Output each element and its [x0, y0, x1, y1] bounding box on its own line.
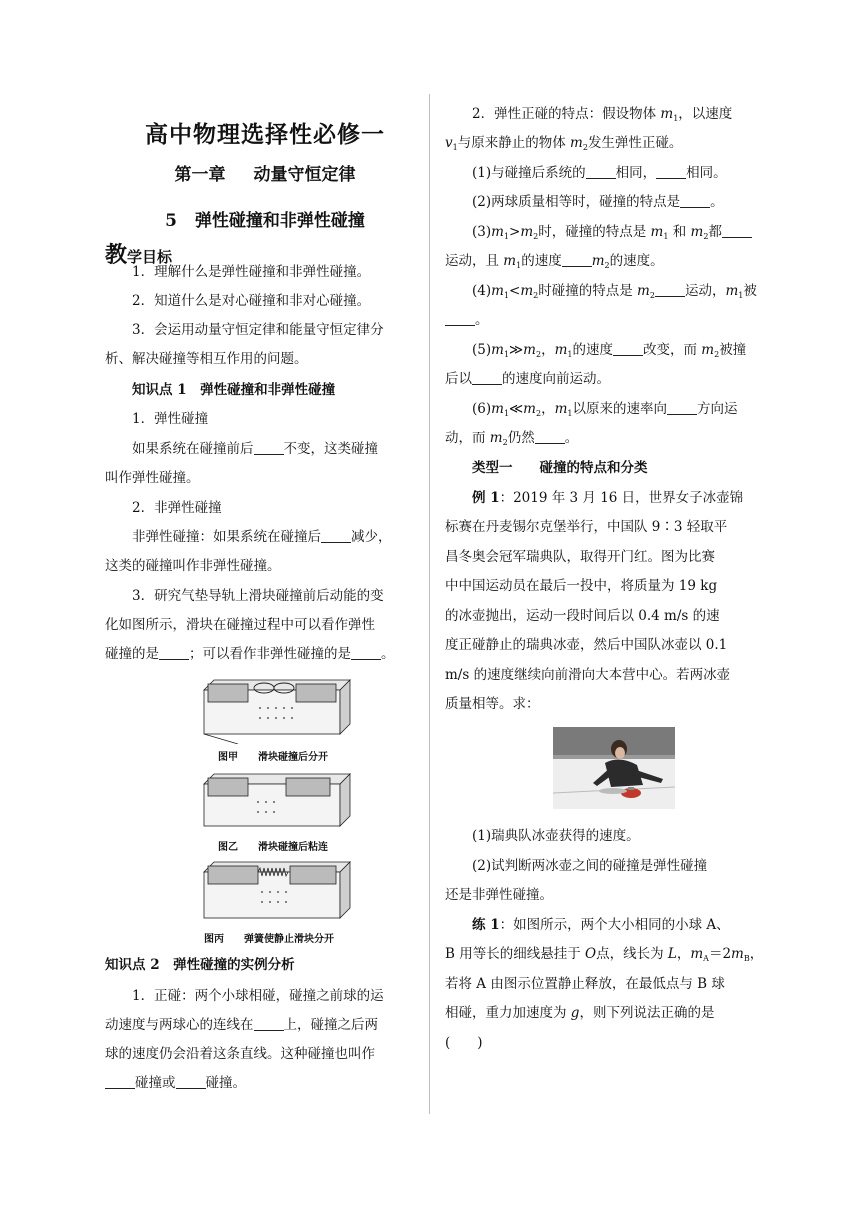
blank [472, 370, 502, 385]
blank [680, 193, 710, 208]
figure-c-caption: 图丙 弹簧使静止滑块分开 [204, 934, 334, 945]
blank [562, 252, 592, 267]
blank [351, 645, 381, 660]
example1-question-1: (1)瑞典队冰壶获得的速度。 [472, 828, 640, 844]
example1-line-5: 的冰壶抛出，运动一段时间后以 0.4 m/s 的速 [445, 608, 720, 624]
head-on-line-3: 球的速度仍会沿着这条直线。这种碰撞也叫作 [105, 1046, 375, 1062]
figure-a-caption: 图甲 滑块碰撞后分开 [218, 752, 328, 763]
page-title: 高中物理选择性必修一 [145, 121, 385, 148]
features-line-1: 2．弹性正碰的特点：假设物体 $m_1$，以速度 [472, 106, 733, 123]
head-on-line-4: 碰撞或 碰撞。 [105, 1069, 246, 1098]
practice1-line-4: 相碰，重力加速度为 g，则下列说法正确的是 [445, 1005, 715, 1021]
section-title: 5 弹性碰撞和非弹性碰撞 [165, 211, 365, 231]
column-divider [429, 94, 430, 1114]
blank [667, 400, 697, 415]
feature-item-3-cont: 运动，且 $m_1$的速度 $m_2$的速度。 [445, 253, 664, 270]
blank [159, 645, 189, 660]
head-on-line-1: 1．正碰：两个小球相碰，碰撞之前球的运 [132, 988, 384, 1004]
feature-item-6: $(6)m_1≪m_2$，$m_1$以原来的速率向 方向运 [472, 401, 738, 418]
feature-item-6-cont: 动，而 $m_2$仍然 。 [445, 430, 579, 447]
goal-3-cont: 析、解决碰撞等相互作用的问题。 [105, 351, 308, 367]
figure-b-caption: 图乙 滑块碰撞后粘连 [218, 842, 328, 853]
blank [722, 223, 752, 238]
goal-3: 3．会运用动量守恒定律和能量守恒定律分 [132, 322, 384, 338]
example1-line-7: m/s 的速度继续向前滑向大本营中心。若两冰壶 [445, 667, 731, 683]
chapter-title: 第一章 动量守恒定律 [174, 165, 356, 185]
elastic-heading: 1．弹性碰撞 [132, 411, 209, 427]
practice1-line-1: 练 1：如图所示，两个大小相同的小球 A、 [472, 917, 730, 933]
elastic-def-cont: 叫作弹性碰撞。 [105, 470, 200, 486]
goal-1: 1．理解什么是弹性碰撞和非弹性碰撞。 [132, 264, 371, 280]
practice1-line-3: 若将 A 由图示位置静止释放，在最低点与 B 球 [445, 976, 725, 992]
example1-line-1: 例 1：2019 年 3 月 16 日，世界女子冰壶锦 [472, 490, 744, 506]
example1-line-2: 标赛在丹麦锡尔克堡举行，中国队 9∶3 轻取平 [445, 519, 728, 535]
feature-item-2: (2)两球质量相等时，碰撞的特点是 。 [472, 194, 724, 210]
blank [445, 311, 475, 326]
blank [321, 528, 351, 543]
example1-question-2: (2)试判断两冰壶之间的碰撞是弹性碰撞 [472, 858, 708, 874]
blank [613, 341, 643, 356]
head-on-line-2: 动速度与两球心的连线在 上，碰撞之后两 [105, 1017, 378, 1033]
blank [254, 440, 284, 455]
blank [656, 164, 686, 179]
blank [586, 164, 616, 179]
figure-b-air-track [200, 770, 360, 832]
inelastic-heading: 2．非弹性碰撞 [132, 500, 222, 516]
type1-heading: 类型一 碰撞的特点和分类 [472, 460, 648, 476]
blank [655, 282, 685, 297]
practice1-line-2: B 用等长的细线悬挂于 O点，线长为 L，$m_A=2m_B$， [445, 946, 764, 963]
example1-line-6: 度正碰静止的瑞典冰壶，然后中国队冰壶以 0.1 [445, 637, 728, 653]
feature-item-4: $(4)m_1<m_2$时碰撞的特点是 $m_2$ 运动，$m_1$被 [472, 283, 757, 300]
practice1-answer-bracket: ( ) [445, 1035, 483, 1051]
blank [535, 429, 565, 444]
curling-photo [553, 727, 675, 809]
example1-question-2-cont: 还是非弹性碰撞。 [445, 887, 553, 903]
example1-line-3: 昌冬奥会冠军瑞典队，取得开门红。图为比赛 [445, 549, 715, 565]
feature-item-3: $(3)m_1>m_2$时，碰撞的特点是 $m_1$ 和 $m_2$都 [445, 218, 752, 251]
study-line-1: 3．研究气垫导轨上滑块碰撞前后动能的变 [132, 588, 384, 604]
blank [105, 1074, 135, 1089]
inelastic-def-cont: 这类的碰撞叫作非弹性碰撞。 [105, 558, 281, 574]
goals-heading: 教学目标 [105, 242, 173, 268]
blank [176, 1074, 206, 1089]
kp1-heading: 知识点 1 弹性碰撞和非弹性碰撞 [132, 382, 336, 398]
blank [254, 1016, 284, 1031]
inelastic-def: 非弹性碰撞：如果系统在碰撞后 减少， [132, 529, 392, 545]
feature-item-5: $(5)m_1≫m_2$，$m_1$的速度 改变，而 $m_2$被撞 [472, 342, 747, 359]
feature-item-1: (1)与碰撞后系统的 相同， 相同。 [472, 165, 727, 181]
goal-2: 2．知道什么是对心碰撞和非对心碰撞。 [132, 293, 371, 309]
study-line-2: 化如图所示，滑块在碰撞过程中可以看作弹性 [105, 617, 375, 633]
figure-c-air-track [200, 858, 360, 926]
kp2-heading: 知识点 2 弹性碰撞的实例分析 [105, 957, 295, 973]
example1-line-8: 质量相等。求： [445, 696, 540, 712]
figure-a-air-track [200, 676, 360, 744]
feature-item-4-cont: 。 [445, 306, 489, 335]
elastic-def: 如果系统在碰撞前后 不变，这类碰撞 [132, 441, 378, 457]
features-line-2: $v_1$与原来静止的物体 $m_2$发生弹性正碰。 [445, 135, 683, 152]
example1-line-4: 中中国运动员在最后一投中，将质量为 19 kg [445, 578, 718, 594]
study-line-3: 碰撞的是 ；可以看作非弹性碰撞的是 。 [105, 646, 395, 662]
feature-item-5-cont: 后以 的速度向前运动。 [445, 371, 610, 387]
